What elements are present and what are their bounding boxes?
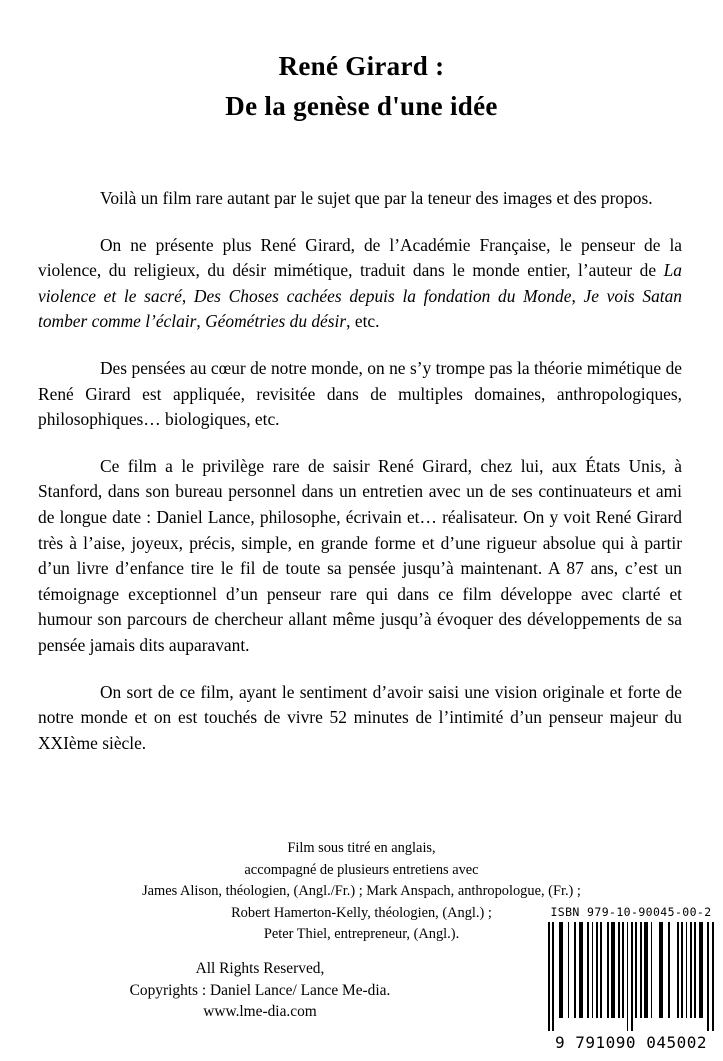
book-title: Des Choses cachées depuis la fondation du Monde <box>193 285 572 306</box>
text-run: Voilà un film rare autant par le sujet que par la teneur des images et des propos. <box>100 188 653 208</box>
text-run: , <box>181 285 194 306</box>
isbn-label: ISBN 979-10-90045-00-2 <box>550 905 712 919</box>
book-title: Je vois Satan tomber comme l’éclair <box>38 285 682 332</box>
book-title: Géométries du désir <box>205 311 347 332</box>
text-run: Des pensées au cœur de notre monde, on ne s’y trompe pas la théorie mimétique de René Girard est appliquée, revisitée dans de multiples domaines, anthropologiques, philosophiques… biologiques, etc. <box>38 357 682 430</box>
text-run: Ce film a le privilège rare de saisir René Girard, chez lui, aux États Unis, à Stanford, dans son bureau personnel dans un entretien avec un de ses continuateurs et ami de longue date : Daniel Lance, philosophe, écrivain et… réalisateur. On y voit René Girard très à l’aise, joyeux, précis, simple, en grande forme et d’une rigueur absolue qui à partir d’un livre d’enfance tire le fil de toute sa pensée jusqu’à maintenant. A 87 ans, c’est un témoignage exceptionnel d’un penseur rare qui dans ce film développe avec clarté et humour son parcours de chercheur allant même jusqu’à évoquer des développements de sa pensée jamais dits auparavant. <box>38 455 682 655</box>
credits-line: accompagné de plusieurs entretiens avec <box>244 861 479 878</box>
credits-line: Peter Thiel, entrepreneur, (Angl.). <box>263 926 460 942</box>
book-title: La violence et le sacré <box>38 260 682 306</box>
ean-digits: 9 791090 045002 <box>555 1033 707 1052</box>
paragraph-2 <box>38 233 682 335</box>
title-line-2: De la genèse d'une idée <box>225 91 498 121</box>
rights-line: All Rights Reserved, <box>195 960 325 977</box>
credits-line: James Alison, théologien, (Angl./Fr.) ; Mark Anspach, anthropologue, (Fr.) ; <box>142 883 581 899</box>
rights-line: Copyrights : Daniel Lance/ Lance Me-dia. <box>129 981 391 999</box>
website-url: www.lme-dia.com <box>203 1003 317 1020</box>
body-text-column <box>38 186 682 756</box>
paragraph-1 <box>38 186 682 212</box>
text-run: On sort de ce film, ayant le sentiment d’avoir saisi une vision originale et forte de notre monde et on est touchés de vivre 52 minutes de l’intimité d’un penseur majeur du XXIème siècle. <box>38 681 682 753</box>
paragraph-5 <box>38 680 682 757</box>
title-line-1: René Girard : <box>278 51 445 81</box>
barcode-bars <box>548 922 714 1018</box>
text-run: , <box>571 285 584 306</box>
credits-line: Robert Hamerton-Kelly, théologien, (Angl.) ; <box>231 904 492 921</box>
page-title <box>0 46 723 126</box>
paragraph-3 <box>38 356 682 433</box>
paragraph-4 <box>38 454 682 659</box>
isbn-barcode <box>545 903 717 1058</box>
text-run: , etc. <box>346 311 380 332</box>
text-run: , <box>196 311 206 332</box>
credits-line: Film sous titré en anglais, <box>287 840 436 856</box>
rights-block <box>0 958 520 1023</box>
text-run: On ne présente plus René Girard, de l’Académie Française, le penseur de la violence, du religieux, du désir mimétique, traduit dans le monde entier, l’auteur de <box>38 234 682 281</box>
